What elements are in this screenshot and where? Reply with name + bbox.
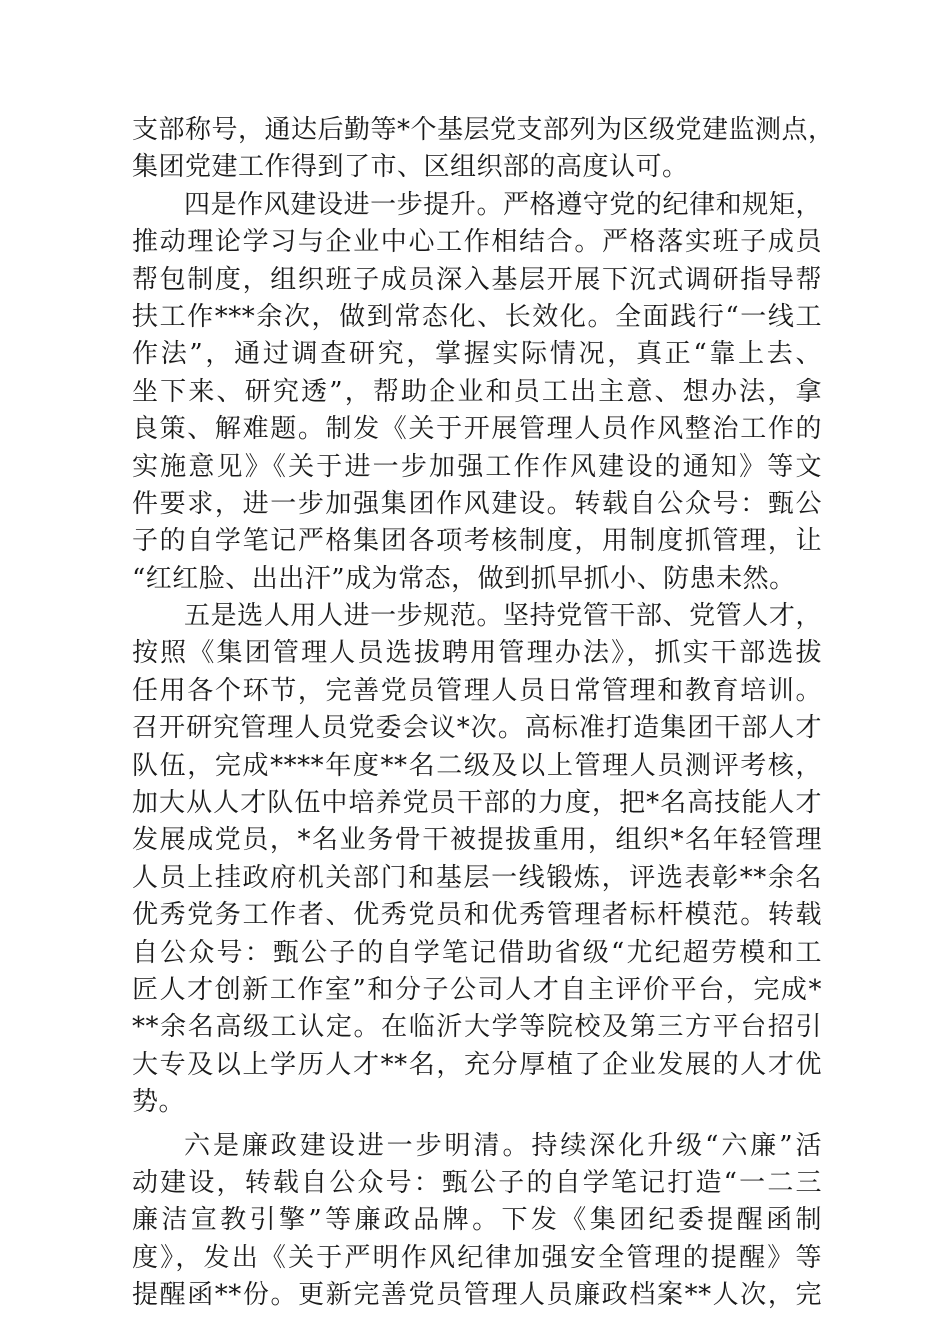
- text-line: 支部称号，通达后勤等*个基层党支部列为区级党建监测点，: [132, 115, 835, 145]
- text-line: 人员上挂政府机关部门和基层一线锻炼，评选表彰**余名: [132, 862, 822, 893]
- text-line: 按照《集团管理人员选拔聘用管理办法》，抓实干部选拔: [132, 638, 822, 669]
- text-line: “红红脸、出出汗”成为常态，做到抓早抓小、防患未然。: [132, 563, 796, 594]
- text-line: 坐下来、研究透”，帮助企业和员工出主意、想办法，拿: [132, 376, 822, 407]
- text-line: 集团党建工作得到了市、区组织部的高度认可。: [132, 152, 689, 183]
- text-line: 任用各个环节，完善党员管理人员日常管理和教育培训。: [132, 675, 822, 706]
- text-line: 帮包制度，组织班子成员深入基层开展下沉式调研指导帮: [132, 264, 822, 295]
- text-line: 四是作风建设进一步提升。严格遵守党的纪律和规矩，: [184, 189, 822, 220]
- text-line: 扶工作***余次，做到常态化、长效化。全面践行“一线工: [132, 301, 822, 332]
- text-line: 加大从人才队伍中培养党员干部的力度，把*名高技能人才: [132, 788, 822, 819]
- text-line: 优秀党务工作者、优秀党员和优秀管理者标杆模范。转载: [132, 900, 822, 931]
- text-line: 良策、解难题。制发《关于开展管理人员作风整治工作的: [132, 414, 822, 445]
- text-line: 召开研究管理人员党委会议*次。高标准打造集团干部人才: [132, 713, 822, 744]
- paragraph: [132, 598, 822, 1121]
- paragraph: [132, 112, 835, 187]
- document-body: [132, 112, 835, 1315]
- text-line: 实施意见》《关于进一步加强工作作风建设的通知》等文: [132, 451, 822, 482]
- text-line: 廉洁宣教引擎”等廉政品牌。下发《集团纪委提醒函制: [132, 1205, 822, 1236]
- text-line: 自公众号：甄公子的自学笔记借助省级“尤纪超劳模和工: [132, 937, 822, 968]
- text-line: 大专及以上学历人才**名，充分厚植了企业发展的人才优: [132, 1049, 822, 1080]
- paragraph: [132, 1128, 822, 1315]
- text-line: 匠人才创新工作室”和分子公司人才自主评价平台，完成*: [132, 974, 822, 1005]
- text-line: 队伍，完成****年度**名二级及以上管理人员测评考核，: [132, 750, 822, 781]
- text-line: 度》，发出《关于严明作风纪律加强安全管理的提醒》等: [132, 1242, 822, 1273]
- text-line: 发展成党员，*名业务骨干被提拔重用，组织*名年轻管理: [132, 825, 822, 856]
- text-line: 推动理论学习与企业中心工作相结合。严格落实班子成员: [132, 227, 822, 258]
- text-line: 动建设，转载自公众号：甄公子的自学笔记打造“一二三: [132, 1167, 822, 1198]
- text-line: 五是选人用人进一步规范。坚持党管干部、党管人才，: [184, 601, 822, 632]
- text-line: 子的自学笔记严格集团各项考核制度，用制度抓管理，让: [132, 526, 822, 557]
- paragraph: [132, 187, 822, 598]
- text-line: 件要求，进一步加强集团作风建设。转载自公众号：甄公: [132, 488, 822, 519]
- text-line: 六是廉政建设进一步明清。持续深化升级“六廉”活: [184, 1130, 822, 1161]
- text-line: 势。: [132, 1087, 186, 1118]
- text-line: 作法”，通过调查研究，掌握实际情况，真正“靠上去、: [132, 339, 822, 370]
- text-line: 提醒函**份。更新完善党员管理人员廉政档案**人次，完: [132, 1280, 822, 1311]
- text-line: **余名高级工认定。在临沂大学等院校及第三方平台招引: [132, 1012, 822, 1043]
